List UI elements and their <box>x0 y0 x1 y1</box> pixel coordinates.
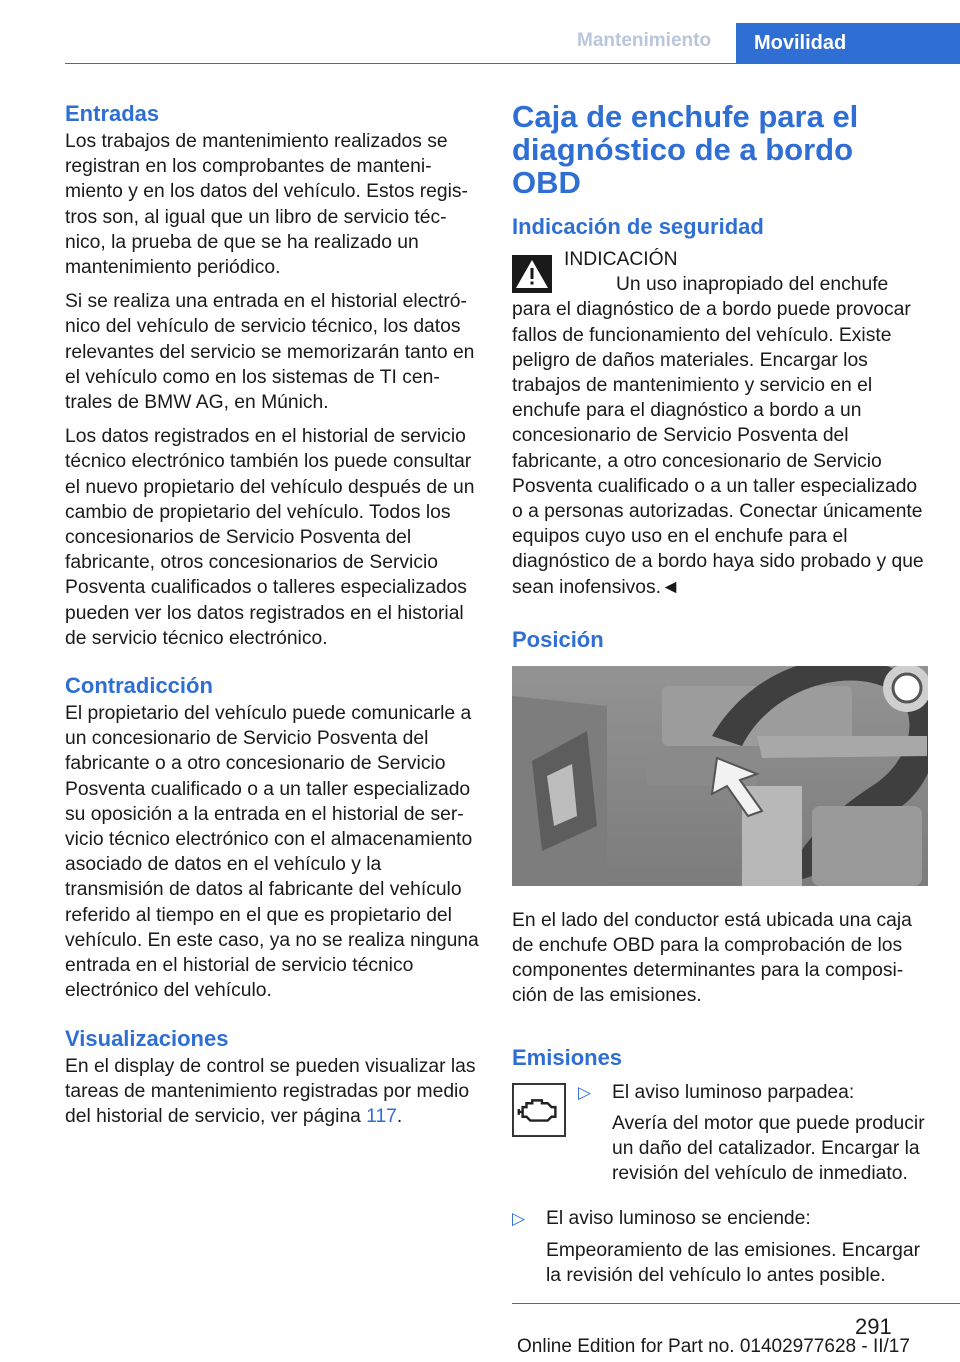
heading-emisiones: Emisiones <box>512 1044 623 1070</box>
footer-edition: Online Edition for Part no. 01402977628 - II/17 <box>517 1336 910 1357</box>
list-item-body: Empeoramiento de las emisiones. Encargar la revisión del vehículo lo antes posible. <box>546 1239 921 1286</box>
emissions-list <box>512 1080 928 1288</box>
header-section-label: Mantenimiento <box>577 30 712 51</box>
heading-visualizaciones: Visualizaciones <box>65 1025 229 1051</box>
warning-text: Un uso inapropiado del enchufe para el diagnóstico de a bordo puede provocar fallos de funcionamiento del vehículo. Existe peligro de daños materiales. Encargar los trabajos de mantenimiento y servicio en el enchufe para el diagnóstico a bordo a un concesionario de Servicio Posventa del fabricante, a otro concesionario de Servicio Posventa cualificado o a un taller especializado o a personas autorizadas. Conectar únicamente equipos cuyo uso en el enchufe para el diagnóstico de a bordo haya sido probado y que sean inofensivos.◄ <box>512 274 924 598</box>
heading-posicion: Posición <box>512 626 604 652</box>
paragraph: El propietario del vehículo puede comunicarle a un concesionario de Servicio Posventa del fabricante o a otro concesionario de Servicio Posventa cualificado o a un taller especializado su oposición a la entrada en el historial de servicio técnico electrónico con el almacenamiento asociado de datos en el vehículo y la transmisión de datos al fabricante del vehículo referido al tiempo en el que es propietario del vehículo. En este caso, ya no se realiza ninguna entrada en el historial de servicio técnico electrónico del vehículo. <box>65 703 479 1002</box>
heading-obd: Caja de enchufe para el diagnóstico de a bordo OBD <box>512 99 859 200</box>
warning-label: INDICACIÓN <box>564 249 678 270</box>
bullet-marker-icon: ▷ <box>512 1209 526 1229</box>
list-item: ▷ El aviso luminoso parpadea: <box>578 1080 928 1105</box>
heading-entradas: Entradas <box>65 101 160 126</box>
left-column <box>65 100 479 1138</box>
obd-location-photo <box>512 666 928 886</box>
bullet-marker-icon: ▷ <box>578 1082 592 1102</box>
right-column <box>512 100 928 1297</box>
paragraph: Los trabajos de mantenimiento realizados se registran en los comprobantes de mantenimiento y en los datos del vehículo. Estos registros son, al igual que un libro de servicio técnico, la prueba de que se ha realizado un mantenimiento periódico. <box>65 131 468 279</box>
list-item: ▷ El aviso luminoso se enciende: <box>512 1206 928 1231</box>
page-number: 291 <box>855 1314 892 1339</box>
list-item-body: Avería del motor que puede producir un daño del catalizador. Encargar la revisión del vehículo de inmediato. <box>612 1112 925 1185</box>
footer-rule <box>512 1303 960 1304</box>
header-chapter-tab: Movilidad <box>736 23 960 63</box>
header-rule <box>65 63 960 64</box>
paragraph-posicion: En el lado del conductor está ubicada una caja de enchufe OBD para la comprobación de los componentes determinantes para la composición de las emisiones. <box>512 909 912 1007</box>
warning-triangle-icon <box>512 255 552 293</box>
paragraph: Los datos registrados en el historial de servicio técnico electrónico también los puede consultar el nuevo propietario del vehículo después de un cambio de propietario del vehículo. Todos los concesionarios de Servicio Posventa del fabricante, otros concesionarios de Servicio Posventa cualificados o talleres especializados pueden ver los datos registrados en el historial de servicio técnico electrónico. <box>65 426 475 649</box>
heading-seguridad: Indicación de seguridad <box>512 214 764 239</box>
page-link[interactable]: 117 <box>366 1105 397 1127</box>
warning-block <box>512 247 928 600</box>
paragraph: Si se realiza una entrada en el historial electrónico del vehículo de servicio técnico, los datos relevantes del servicio se memorizarán tanto en el vehículo como en los sistemas de TI centrales de BMW AG, en Múnich. <box>65 291 475 414</box>
check-engine-icon <box>512 1083 566 1137</box>
paragraph-visualizaciones: En el display de control se pueden visualizar las tareas de mantenimiento registradas por medio del historial de servicio, ver página 117. <box>65 1055 476 1127</box>
heading-contradiccion: Contradicción <box>65 673 213 699</box>
